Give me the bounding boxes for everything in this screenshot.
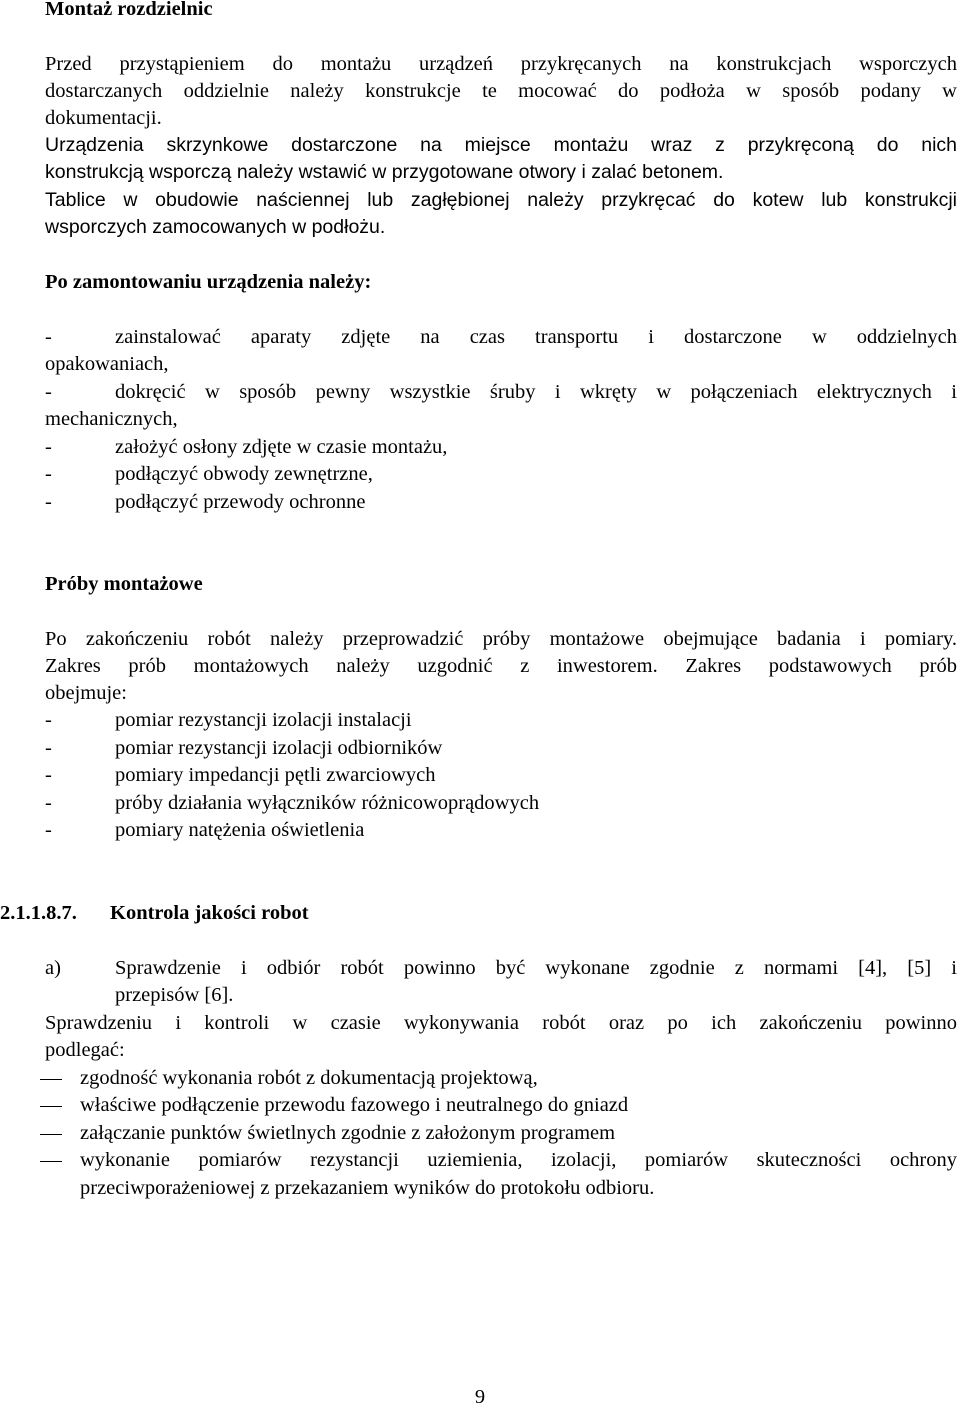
list-dash bbox=[40, 1134, 62, 1135]
list-item: pomiary natężenia oświetlenia bbox=[115, 819, 365, 841]
list-item: próby działania wyłączników różnicowoprądowych bbox=[115, 792, 540, 814]
list-item: podłączyć przewody ochronne bbox=[115, 491, 366, 513]
list-item: zgodność wykonania robót z dokumentacją projektową, bbox=[80, 1067, 538, 1089]
list-dash bbox=[40, 1161, 62, 1162]
list-item-continuation: mechanicznych, bbox=[45, 408, 178, 430]
list-bullet: - bbox=[45, 326, 52, 348]
paragraph-line: Zakres prób montażowych należy uzgodnić z inwestorem. Zakres podstawowych prób bbox=[45, 655, 957, 677]
list-bullet: - bbox=[45, 491, 52, 513]
paragraph-line: dokumentacji. bbox=[45, 107, 162, 129]
list-bullet: - bbox=[45, 737, 52, 759]
list-bullet: - bbox=[45, 463, 52, 485]
list-item: pomiar rezystancji izolacji odbiorników bbox=[115, 737, 443, 759]
list-item-continuation: przepisów [6]. bbox=[115, 984, 234, 1006]
list-item: wykonanie pomiarów rezystancji uziemienia, izolacji, pomiarów skuteczności ochrony bbox=[80, 1149, 957, 1171]
list-bullet: - bbox=[45, 764, 52, 786]
list-item: podłączyć obwody zewnętrzne, bbox=[115, 463, 373, 485]
list-bullet: - bbox=[45, 709, 52, 731]
list-bullet: - bbox=[45, 436, 52, 458]
list-item: dokręcić w sposób pewny wszystkie śruby i wkręty w połączeniach elektrycznych i bbox=[115, 381, 957, 403]
paragraph-line: podlegać: bbox=[45, 1039, 125, 1061]
section-title: Kontrola jakości robot bbox=[110, 902, 309, 924]
section-heading: Próby montażowe bbox=[45, 573, 203, 595]
list-item: zainstalować aparaty zdjęte na czas transportu i dostarczone w oddzielnych bbox=[115, 326, 957, 348]
list-item-continuation: przeciwporażeniowej z przekazaniem wyników do protokołu odbioru. bbox=[80, 1177, 655, 1199]
section-number: 2.1.1.8.7. bbox=[0, 902, 77, 924]
list-dash bbox=[40, 1079, 62, 1080]
section-heading: Po zamontowaniu urządzenia należy: bbox=[45, 271, 372, 293]
list-bullet: - bbox=[45, 819, 52, 841]
list-bullet: - bbox=[45, 792, 52, 814]
list-bullet: - bbox=[45, 381, 52, 403]
list-item: pomiar rezystancji izolacji instalacji bbox=[115, 709, 412, 731]
paragraph-line: Urządzenia skrzynkowe dostarczone na miejsce montażu wraz z przykręconą do nich bbox=[45, 134, 957, 156]
paragraph-line: wsporczych zamocowanych w podłożu. bbox=[45, 216, 386, 238]
paragraph-line: Po zakończeniu robót należy przeprowadzić próby montażowe obejmujące badania i pomiary. bbox=[45, 628, 957, 650]
list-item: założyć osłony zdjęte w czasie montażu, bbox=[115, 436, 448, 458]
list-item: właściwe podłączenie przewodu fazowego i neutralnego do gniazd bbox=[80, 1094, 629, 1116]
paragraph-line: dostarczanych oddzielnie należy konstrukcje te mocować do podłoża w sposób podany w bbox=[45, 80, 957, 102]
section-heading: Montaż rozdzielnic bbox=[45, 0, 213, 20]
paragraph-line: konstrukcją wsporczą należy wstawić w przygotowane otwory i zalać betonem. bbox=[45, 161, 724, 183]
list-item: pomiary impedancji pętli zwarciowych bbox=[115, 764, 436, 786]
list-item: załączanie punktów świetlnych zgodnie z założonym programem bbox=[80, 1122, 616, 1144]
list-item: Sprawdzenie i odbiór robót powinno być wykonane zgodnie z normami [4], [5] i bbox=[115, 957, 957, 979]
paragraph-line: Tablice w obudowie naściennej lub zagłębionej należy przykręcać do kotew lub konstrukcji bbox=[45, 189, 957, 211]
list-dash bbox=[40, 1106, 62, 1107]
paragraph-line: Sprawdzeniu i kontroli w czasie wykonywania robót oraz po ich zakończeniu powinno bbox=[45, 1012, 957, 1034]
paragraph-line: Przed przystąpieniem do montażu urządzeń przykręcanych na konstrukcjach wsporczych bbox=[45, 53, 957, 75]
list-item-continuation: opakowaniach, bbox=[45, 353, 169, 375]
paragraph-line: obejmuje: bbox=[45, 682, 127, 704]
list-label: a) bbox=[45, 957, 61, 979]
page-number: 9 bbox=[474, 1386, 486, 1408]
